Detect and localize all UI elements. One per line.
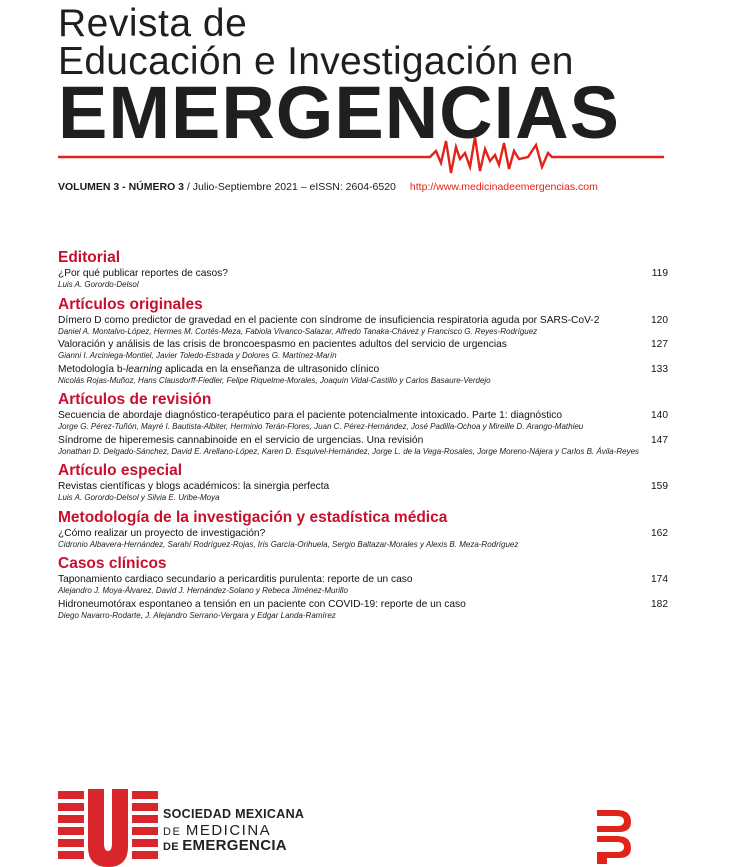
- article-title: Taponamiento cardiaco secundario a pericarditis purulenta: reporte de un caso: [58, 574, 413, 585]
- toc-entry[interactable]: [58, 435, 668, 457]
- page-number: 147: [651, 434, 668, 446]
- journal-title-line-2: Educación e Investigación en: [58, 40, 574, 83]
- toc-entry[interactable]: [58, 599, 668, 621]
- ecg-line-graphic: [58, 133, 664, 175]
- journal-url-link[interactable]: http://www.medicinadeemergencias.com: [409, 181, 598, 193]
- journal-title-emergencias: EMERGENCIAS: [58, 71, 620, 154]
- toc-entry[interactable]: [58, 481, 668, 503]
- issue-metadata: [58, 181, 598, 193]
- page-number: 120: [651, 314, 668, 326]
- section-title-casos: Casos clínicos: [58, 555, 167, 572]
- table-of-contents: [58, 248, 668, 623]
- article-title: Dímero D como predictor de gravedad en el paciente con síndrome de insuficiencia respiratoria aguda por SARS-CoV-2: [58, 314, 600, 326]
- publisher-logo-icon: [597, 810, 631, 864]
- article-title: Secuencia de abordaje diagnóstico-terapéutico para el paciente potencialmente intoxicado. Parte 1: diagnóstico: [58, 410, 563, 421]
- toc-entry[interactable]: [58, 574, 668, 596]
- article-title: Revistas científicas y blogs académicos: la sinergia perfecta: [58, 481, 330, 492]
- article-title: ¿Cómo realizar un proyecto de investigación?: [58, 527, 266, 539]
- society-name-line-2: DE MEDICINA: [163, 822, 272, 839]
- article-authors: Luis A. Gorordo-Delsol: [58, 280, 139, 289]
- page-number: 127: [651, 339, 668, 350]
- page-number: 174: [651, 574, 668, 585]
- article-authors: Jorge G. Pérez-Tuñón, Mayré I. Bautista-Albiter, Herminio Terán-Flores, Juan C. Pérez-Hernández, José Padilla-Ochoa y Mireille D. Arango-Mathieu: [58, 422, 584, 431]
- article-authors: Daniel A. Montalvo-López, Hermes M. Cortés-Meza, Fabiola Vivanco-Salazar, Alfredo Tanaka-Chávez y Francisco G. Reyes-Rodríguez: [58, 326, 538, 336]
- page-number: 182: [651, 598, 668, 610]
- page-number: 159: [651, 481, 668, 492]
- society-name-line-1: SOCIEDAD MEXICANA: [163, 807, 305, 821]
- article-authors: Jonathan D. Delgado-Sánchez, David E. Arellano-López, Karen D. Esquivel-Hernández, Jorge L. de la Vega-Rosales, Jorge Moreno-Nájera y Carlos B. Ávila-Reyes: [58, 446, 640, 456]
- article-title: Metodología b-learning aplicada en la enseñanza de ultrasonido clínico: [58, 363, 380, 375]
- section-title-metodologia: Metodología de la investigación y estadística médica: [58, 508, 448, 526]
- toc-entry[interactable]: [58, 364, 668, 386]
- section-title-originales: Artículos originales: [58, 295, 203, 313]
- article-authors: Nicolás Rojas-Muñoz, Hans Clausdorff-Fiedler, Felipe Riquelme-Morales, Joaquín Vidal-Castillo y Carlos Basaure-Verdejo: [58, 375, 491, 385]
- society-name: [163, 807, 304, 854]
- article-title: Hidroneumotórax espontaneo a tensión en un paciente con COVID-19: reporte de un caso: [58, 598, 466, 610]
- section-title-editorial: Editorial: [58, 249, 121, 266]
- page-number: 140: [651, 410, 668, 421]
- volume-number: VOLUMEN 3 - NÚMERO 3: [58, 181, 185, 193]
- article-authors: Cidronio Albavera-Hernández, Sarahí Rodríguez-Rojas, Iris García-Orihuela, Sergio Baltazar-Morales y Alexis B. Meza-Rodríguez: [58, 539, 519, 549]
- issue-period: / Julio-Septiembre 2021 – eISSN: 2604-6520: [184, 181, 396, 193]
- toc-entry[interactable]: [58, 315, 668, 337]
- toc-entry[interactable]: [58, 339, 668, 361]
- section-title-especial: Artículo especial: [58, 462, 183, 479]
- article-authors: Luis A. Gorordo-Delsol y Silvia E. Uribe-Moya: [58, 493, 220, 502]
- article-authors: Gianni I. Arciniega-Montiel, Javier Toledo-Estrada y Dolores G. Martínez-Marín: [58, 351, 337, 360]
- article-title: Síndrome de hiperemesis cannabinoide en el servicio de urgencias. Una revisión: [58, 434, 424, 446]
- page-number: 162: [651, 527, 668, 539]
- toc-entry[interactable]: [58, 268, 668, 290]
- page-number: 133: [651, 363, 668, 375]
- article-authors: Diego Navarro-Rodarte, J. Alejandro Serrano-Vergara y Edgar Landa-Ramírez: [58, 610, 336, 620]
- toc-entry[interactable]: [58, 410, 668, 432]
- toc-entry[interactable]: [58, 528, 668, 550]
- society-name-line-3: DE EMERGENCIA: [163, 837, 287, 854]
- article-authors: Alejandro J. Moya-Álvarez, David J. Hernández-Solano y Rebeca Jiménez-Murillo: [58, 586, 348, 595]
- article-title: Valoración y análisis de las crisis de broncoespasmo en pacientes adultos del servicio de urgencias: [58, 339, 507, 350]
- journal-title-line-1: Revista de: [58, 2, 248, 45]
- article-title: ¿Por qué publicar reportes de casos?: [58, 268, 228, 279]
- section-title-revision: Artículos de revisión: [58, 391, 212, 408]
- society-logo-icon: [58, 789, 166, 867]
- page-number: 119: [651, 268, 668, 279]
